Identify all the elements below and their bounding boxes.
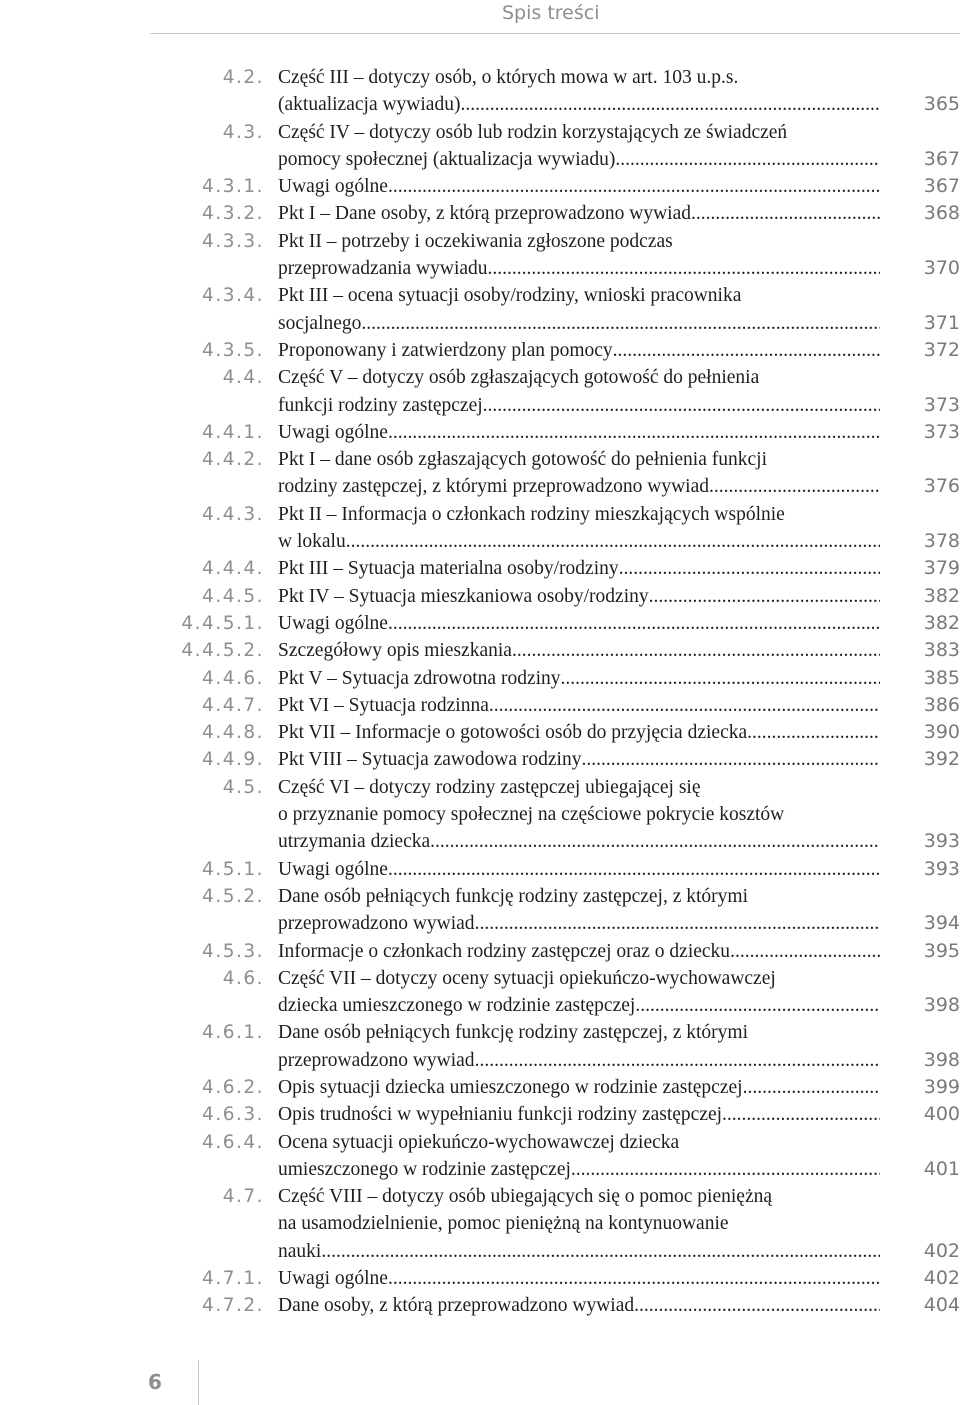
toc-entry-title: utrzymania dziecka bbox=[278, 831, 431, 853]
toc-entry[interactable] bbox=[0, 119, 960, 174]
toc-entry-title: rodziny zastępczej, z którymi przeprowadzono wywiad bbox=[278, 476, 709, 498]
toc-entry[interactable] bbox=[0, 965, 960, 1020]
toc-entry[interactable] bbox=[0, 774, 960, 856]
toc-entry-number: 4.3. bbox=[222, 121, 264, 143]
toc-entry-line bbox=[0, 392, 960, 419]
dot-leader bbox=[388, 856, 880, 883]
toc-entry-number: 4.7.1. bbox=[202, 1268, 264, 1290]
toc-entry-title: Pkt VII – Informacje o gotowości osób do przyjęcia dziecka bbox=[278, 722, 748, 744]
toc-entry-line bbox=[0, 719, 960, 746]
toc-entry-line bbox=[0, 146, 960, 173]
toc-entry-number: 4.5.1. bbox=[202, 858, 264, 880]
toc-entry-page: 379 bbox=[923, 557, 960, 580]
toc-entry-line bbox=[0, 774, 960, 801]
dot-leader bbox=[649, 583, 880, 610]
toc-entry-line bbox=[0, 337, 960, 364]
toc-entry[interactable] bbox=[0, 883, 960, 938]
toc-entry-page: 368 bbox=[923, 202, 960, 225]
toc-entry-line bbox=[0, 419, 960, 446]
toc-entry-line bbox=[0, 473, 960, 500]
toc-entry-line bbox=[0, 173, 960, 200]
toc-entry-leader-line bbox=[278, 392, 880, 419]
toc-entry-number: 4.4.6. bbox=[202, 667, 264, 689]
toc-entry-title: socjalnego bbox=[278, 312, 362, 334]
toc-entry-page: 393 bbox=[923, 830, 960, 853]
dot-leader bbox=[571, 1156, 880, 1183]
toc-entry-line bbox=[0, 1183, 960, 1210]
toc-entry-page: 376 bbox=[923, 475, 960, 498]
toc-entry-line bbox=[0, 828, 960, 855]
toc-entry[interactable] bbox=[0, 1183, 960, 1265]
dot-leader bbox=[730, 938, 880, 965]
toc-entry-number: 4.4.4. bbox=[202, 558, 264, 580]
dot-leader bbox=[709, 473, 880, 500]
toc-entry-line bbox=[0, 583, 960, 610]
toc-entry[interactable] bbox=[0, 364, 960, 419]
toc-entry-leader-line bbox=[278, 1265, 880, 1292]
toc-entry[interactable] bbox=[0, 665, 960, 692]
toc-entry-number: 4.4. bbox=[222, 367, 264, 389]
toc-entry-number: 4.3.1. bbox=[202, 176, 264, 198]
toc-entry-page: 395 bbox=[923, 939, 960, 962]
toc-entry-page: 370 bbox=[923, 257, 960, 280]
toc-entry-number: 4.4.8. bbox=[202, 722, 264, 744]
toc-entry-title: Część III – dotyczy osób, o których mowa w art. 103 u.p.s. bbox=[278, 67, 739, 88]
toc-entry-line bbox=[0, 1292, 960, 1319]
toc-entry-title: Dane osoby, z którą przeprowadzono wywiad bbox=[278, 1295, 635, 1317]
toc-entry-title: (aktualizacja wywiadu) bbox=[278, 94, 461, 116]
toc-entry-leader-line bbox=[278, 200, 880, 227]
toc-entry-line bbox=[0, 1129, 960, 1156]
toc-entry[interactable] bbox=[0, 173, 960, 200]
toc-entry[interactable] bbox=[0, 1019, 960, 1074]
toc-entry-line bbox=[0, 1019, 960, 1046]
toc-entry[interactable] bbox=[0, 610, 960, 637]
toc-entry-page: 365 bbox=[923, 93, 960, 116]
toc-entry-title: o przyznanie pomocy społecznej na częściowe pokrycie kosztów bbox=[278, 804, 785, 826]
toc-entry-title: nauki bbox=[278, 1240, 322, 1262]
toc-entry-title: Proponowany i zatwierdzony plan pomocy bbox=[278, 339, 613, 361]
toc-entry[interactable] bbox=[0, 501, 960, 556]
toc-entry-line bbox=[0, 910, 960, 937]
toc-entry-title: funkcji rodziny zastępczej bbox=[278, 394, 483, 416]
toc-entry-title: Pkt III – Sytuacja materialna osoby/rodziny bbox=[278, 558, 619, 580]
toc-entry-line bbox=[0, 446, 960, 473]
toc-entry-line bbox=[0, 310, 960, 337]
toc-entry-line bbox=[0, 1238, 960, 1265]
dot-leader bbox=[460, 91, 880, 118]
toc-entry-number: 4.6.2. bbox=[202, 1076, 264, 1098]
dot-leader bbox=[620, 146, 880, 173]
toc-entry-number: 4.5.3. bbox=[202, 940, 264, 962]
toc-entry[interactable] bbox=[0, 1265, 960, 1292]
header-divider bbox=[150, 33, 960, 34]
toc-entry-page: 404 bbox=[923, 1294, 960, 1317]
toc-entry-page: 398 bbox=[923, 994, 960, 1017]
toc-entry[interactable] bbox=[0, 746, 960, 773]
toc-entry-line bbox=[0, 200, 960, 227]
toc-entry[interactable] bbox=[0, 64, 960, 119]
toc-entry-title: Szczegółowy opis mieszkania bbox=[278, 640, 512, 662]
toc-entry-page: 398 bbox=[923, 1048, 960, 1071]
toc-entry-leader-line bbox=[278, 173, 880, 200]
toc-entry-page: 392 bbox=[923, 748, 960, 771]
toc-entry-line bbox=[0, 1156, 960, 1183]
toc-entry-page: 378 bbox=[923, 530, 960, 553]
toc-entry-line bbox=[0, 501, 960, 528]
toc-entry-number: 4.4.9. bbox=[202, 749, 264, 771]
toc-entry-line bbox=[0, 992, 960, 1019]
toc-entry-page: 385 bbox=[923, 666, 960, 689]
toc-entry-title: Pkt I – Dane osoby, z którą przeprowadzono wywiad bbox=[278, 203, 691, 225]
toc-entry[interactable] bbox=[0, 1074, 960, 1101]
toc-entry-page: 402 bbox=[923, 1239, 960, 1262]
toc-entry-page: 386 bbox=[923, 693, 960, 716]
toc-entry-number: 4.4.5.1. bbox=[181, 612, 264, 634]
toc-entry-title: Część IV – dotyczy osób lub rodzin korzystających ze świadczeń bbox=[278, 121, 788, 143]
toc-entry-page: 394 bbox=[923, 912, 960, 935]
toc-entry[interactable] bbox=[0, 856, 960, 883]
toc-entry-leader-line bbox=[278, 337, 880, 364]
toc-entry-leader-line bbox=[278, 1292, 880, 1319]
toc-entry-page: 399 bbox=[923, 1075, 960, 1098]
dot-leader bbox=[489, 692, 880, 719]
toc-entry-leader-line bbox=[278, 746, 880, 773]
toc-entry-title: Dane osób pełniących funkcję rodziny zastępczej, z którymi bbox=[278, 1022, 748, 1044]
toc-entry[interactable] bbox=[0, 938, 960, 965]
dot-leader bbox=[430, 828, 880, 855]
toc-entry-number: 4.3.3. bbox=[202, 230, 264, 252]
toc-entry-leader-line bbox=[278, 856, 880, 883]
toc-entry-line bbox=[0, 282, 960, 309]
toc-entry-title: Pkt I – dane osób zgłaszających gotowość do pełnienia funkcji bbox=[278, 449, 767, 471]
toc-entry-page: 383 bbox=[923, 639, 960, 662]
toc-entry-title: Uwagi ogólne bbox=[278, 421, 388, 443]
toc-entry-title: przeprowadzono wywiad bbox=[278, 913, 475, 935]
toc-entry-page: 401 bbox=[923, 1157, 960, 1180]
toc-entry-title: Część VII – dotyczy oceny sytuacji opiekuńczo-wychowawczej bbox=[278, 967, 776, 989]
toc-entry-line bbox=[0, 665, 960, 692]
toc-entry[interactable] bbox=[0, 446, 960, 501]
toc-entry[interactable] bbox=[0, 1292, 960, 1319]
toc-entry-line bbox=[0, 938, 960, 965]
toc-entry-leader-line bbox=[278, 719, 880, 746]
toc-entry-leader-line bbox=[278, 610, 880, 637]
toc-entry-page: 393 bbox=[923, 857, 960, 880]
toc-entry-title: dziecka umieszczonego w rodzinie zastępczej bbox=[278, 995, 636, 1017]
toc-entry-leader-line bbox=[278, 665, 880, 692]
dot-leader bbox=[475, 1047, 880, 1074]
toc-entry-line bbox=[0, 1210, 960, 1237]
toc-entry-line bbox=[0, 1074, 960, 1101]
dot-leader bbox=[388, 419, 880, 446]
toc-entry-title: umieszczonego w rodzinie zastępczej bbox=[278, 1158, 571, 1180]
toc-entry-title: Pkt II – potrzeby i oczekiwania zgłoszone podczas bbox=[278, 230, 673, 252]
dot-leader bbox=[634, 1292, 880, 1319]
toc-entry-title: Część VIII – dotyczy osób ubiegających się o pomoc pieniężną bbox=[278, 1186, 773, 1208]
toc-entry-leader-line bbox=[278, 146, 880, 173]
toc-entry-line bbox=[0, 1047, 960, 1074]
toc-entry-title: Pkt VI – Sytuacja rodzinna bbox=[278, 694, 489, 716]
toc-entry-leader-line bbox=[278, 1156, 880, 1183]
toc-entry-number: 4.6.3. bbox=[202, 1104, 264, 1126]
page-number: 6 bbox=[148, 1370, 162, 1394]
toc-entry-title: Część VI – dotyczy rodziny zastępczej ubiegającej się bbox=[278, 776, 701, 798]
toc-entry-number: 4.4.1. bbox=[202, 421, 264, 443]
toc-entry[interactable] bbox=[0, 282, 960, 337]
toc-entry-number: 4.5.2. bbox=[202, 885, 264, 907]
toc-entry-page: 367 bbox=[923, 147, 960, 170]
toc-entry-title: pomocy społecznej (aktualizacja wywiadu). bbox=[278, 148, 621, 170]
dot-leader bbox=[346, 528, 880, 555]
toc-entry-number: 4.4.2. bbox=[202, 449, 264, 471]
toc-entry-title: przeprowadzono wywiad bbox=[278, 1049, 475, 1071]
toc-entry-number: 4.4.5.2. bbox=[181, 640, 264, 662]
toc-entry-leader-line bbox=[278, 1074, 880, 1101]
toc-entry-leader-line bbox=[278, 419, 880, 446]
toc-entry-title: Informacje o członkach rodziny zastępczej oraz o dziecku bbox=[278, 940, 731, 962]
page-number-divider bbox=[198, 1360, 199, 1405]
toc-entry-page: 400 bbox=[923, 1103, 960, 1126]
toc-entry-line bbox=[0, 610, 960, 637]
header-title: Spis treści bbox=[502, 2, 600, 24]
toc-entry-line bbox=[0, 64, 960, 91]
toc-entry-leader-line bbox=[278, 473, 880, 500]
toc-entry[interactable] bbox=[0, 1101, 960, 1128]
toc-entry[interactable] bbox=[0, 228, 960, 283]
dot-leader bbox=[635, 992, 880, 1019]
toc-entry-title: przeprowadzania wywiadu bbox=[278, 258, 488, 280]
toc-entry-leader-line bbox=[278, 992, 880, 1019]
toc-entry-leader-line bbox=[278, 555, 880, 582]
toc-entry-leader-line bbox=[278, 692, 880, 719]
toc-entry-number: 4.6.1. bbox=[202, 1022, 264, 1044]
table-of-contents bbox=[0, 64, 960, 1320]
toc-entry-line bbox=[0, 746, 960, 773]
toc-entry[interactable] bbox=[0, 337, 960, 364]
dot-leader bbox=[561, 665, 880, 692]
toc-entry-title: Dane osób pełniących funkcję rodziny zastępczej, z którymi bbox=[278, 885, 748, 907]
toc-entry[interactable] bbox=[0, 583, 960, 610]
dot-leader bbox=[691, 200, 880, 227]
toc-entry-title: Pkt III – ocena sytuacji osoby/rodziny, wnioski pracownika bbox=[278, 285, 742, 307]
toc-entry-line bbox=[0, 91, 960, 118]
toc-entry-leader-line bbox=[278, 528, 880, 555]
toc-entry-leader-line bbox=[278, 91, 880, 118]
toc-entry-title: Uwagi ogólne bbox=[278, 858, 388, 880]
toc-entry-line bbox=[0, 856, 960, 883]
toc-entry[interactable] bbox=[0, 1129, 960, 1184]
toc-entry-title: Ocena sytuacji opiekuńczo-wychowawczej dziecka bbox=[278, 1131, 680, 1153]
toc-entry[interactable] bbox=[0, 692, 960, 719]
toc-entry-number: 4.4.5. bbox=[202, 585, 264, 607]
dot-leader bbox=[475, 910, 880, 937]
toc-entry-line bbox=[0, 119, 960, 146]
toc-entry-number: 4.7. bbox=[222, 1186, 264, 1208]
toc-entry-number: 4.6.4. bbox=[202, 1131, 264, 1153]
toc-entry-line bbox=[0, 555, 960, 582]
toc-entry-line bbox=[0, 883, 960, 910]
toc-entry-page: 371 bbox=[923, 311, 960, 334]
dot-leader bbox=[581, 746, 880, 773]
toc-entry-number: 4.3.5. bbox=[202, 339, 264, 361]
toc-entry-leader-line bbox=[278, 828, 880, 855]
toc-entry-line bbox=[0, 228, 960, 255]
toc-entry-title: w lokalu bbox=[278, 531, 346, 553]
toc-entry[interactable] bbox=[0, 637, 960, 664]
toc-entry-number: 4.4.3. bbox=[202, 503, 264, 525]
toc-entry-line bbox=[0, 1265, 960, 1292]
toc-entry-title: Opis sytuacji dziecka umieszczonego w rodzinie zastępczej bbox=[278, 1076, 743, 1098]
dot-leader bbox=[388, 173, 880, 200]
toc-entry-page: 382 bbox=[923, 611, 960, 634]
toc-entry-title: Opis trudności w wypełnianiu funkcji rodziny zastępczej bbox=[278, 1104, 723, 1126]
toc-entry-leader-line bbox=[278, 1238, 880, 1265]
toc-entry-title: na usamodzielnienie, pomoc pieniężną na kontynuowanie bbox=[278, 1213, 729, 1235]
toc-entry-page: 373 bbox=[923, 393, 960, 416]
toc-entry-leader-line bbox=[278, 637, 880, 664]
dot-leader bbox=[743, 1074, 880, 1101]
dot-leader bbox=[361, 310, 880, 337]
toc-entry-title: Uwagi ogólne bbox=[278, 176, 388, 198]
toc-entry-number: 4.4.7. bbox=[202, 694, 264, 716]
toc-entry-line bbox=[0, 637, 960, 664]
toc-entry-page: 382 bbox=[923, 584, 960, 607]
toc-entry-leader-line bbox=[278, 1047, 880, 1074]
toc-entry-title: Uwagi ogólne bbox=[278, 1268, 388, 1290]
dot-leader bbox=[483, 392, 880, 419]
dot-leader bbox=[613, 337, 880, 364]
toc-entry-title: Część V – dotyczy osób zgłaszających gotowość do pełnienia bbox=[278, 367, 760, 389]
dot-leader bbox=[722, 1101, 880, 1128]
toc-entry-title: Uwagi ogólne bbox=[278, 612, 388, 634]
toc-entry-title: Pkt II – Informacja o członkach rodziny mieszkających wspólnie bbox=[278, 503, 785, 525]
toc-entry-page: 373 bbox=[923, 420, 960, 443]
dot-leader bbox=[388, 1265, 880, 1292]
toc-entry-line bbox=[0, 364, 960, 391]
toc-entry-page: 367 bbox=[923, 175, 960, 198]
dot-leader bbox=[388, 610, 880, 637]
toc-entry[interactable] bbox=[0, 200, 960, 227]
toc-entry-leader-line bbox=[278, 255, 880, 282]
dot-leader bbox=[488, 255, 880, 282]
toc-entry-number: 4.3.2. bbox=[202, 203, 264, 225]
toc-entry-leader-line bbox=[278, 910, 880, 937]
toc-entry-leader-line bbox=[278, 1101, 880, 1128]
toc-entry-line bbox=[0, 692, 960, 719]
toc-entry[interactable] bbox=[0, 555, 960, 582]
toc-entry-leader-line bbox=[278, 310, 880, 337]
toc-entry-number: 4.3.4. bbox=[202, 285, 264, 307]
toc-entry-page: 390 bbox=[923, 721, 960, 744]
toc-entry-line bbox=[0, 801, 960, 828]
toc-entry-number: 4.7.2. bbox=[202, 1295, 264, 1317]
toc-entry-title: Pkt VIII – Sytuacja zawodowa rodziny bbox=[278, 749, 582, 771]
toc-entry-page: 372 bbox=[923, 338, 960, 361]
toc-entry-page: 402 bbox=[923, 1267, 960, 1290]
toc-entry-line bbox=[0, 255, 960, 282]
dot-leader bbox=[321, 1238, 880, 1265]
toc-entry-number: 4.5. bbox=[222, 776, 264, 798]
toc-entry-title: Pkt IV – Sytuacja mieszkaniowa osoby/rodziny bbox=[278, 585, 649, 607]
toc-entry-line bbox=[0, 528, 960, 555]
toc-entry-line bbox=[0, 1101, 960, 1128]
dot-leader bbox=[512, 637, 880, 664]
dot-leader bbox=[747, 719, 880, 746]
toc-entry-number: 4.6. bbox=[222, 967, 264, 989]
toc-entry-number: 4.2. bbox=[222, 67, 264, 88]
toc-entry-title: Pkt V – Sytuacja zdrowotna rodziny bbox=[278, 667, 561, 689]
toc-entry-leader-line bbox=[278, 938, 880, 965]
toc-entry[interactable] bbox=[0, 719, 960, 746]
toc-entry-line bbox=[0, 965, 960, 992]
dot-leader bbox=[619, 555, 880, 582]
toc-entry-leader-line bbox=[278, 583, 880, 610]
toc-entry[interactable] bbox=[0, 419, 960, 446]
